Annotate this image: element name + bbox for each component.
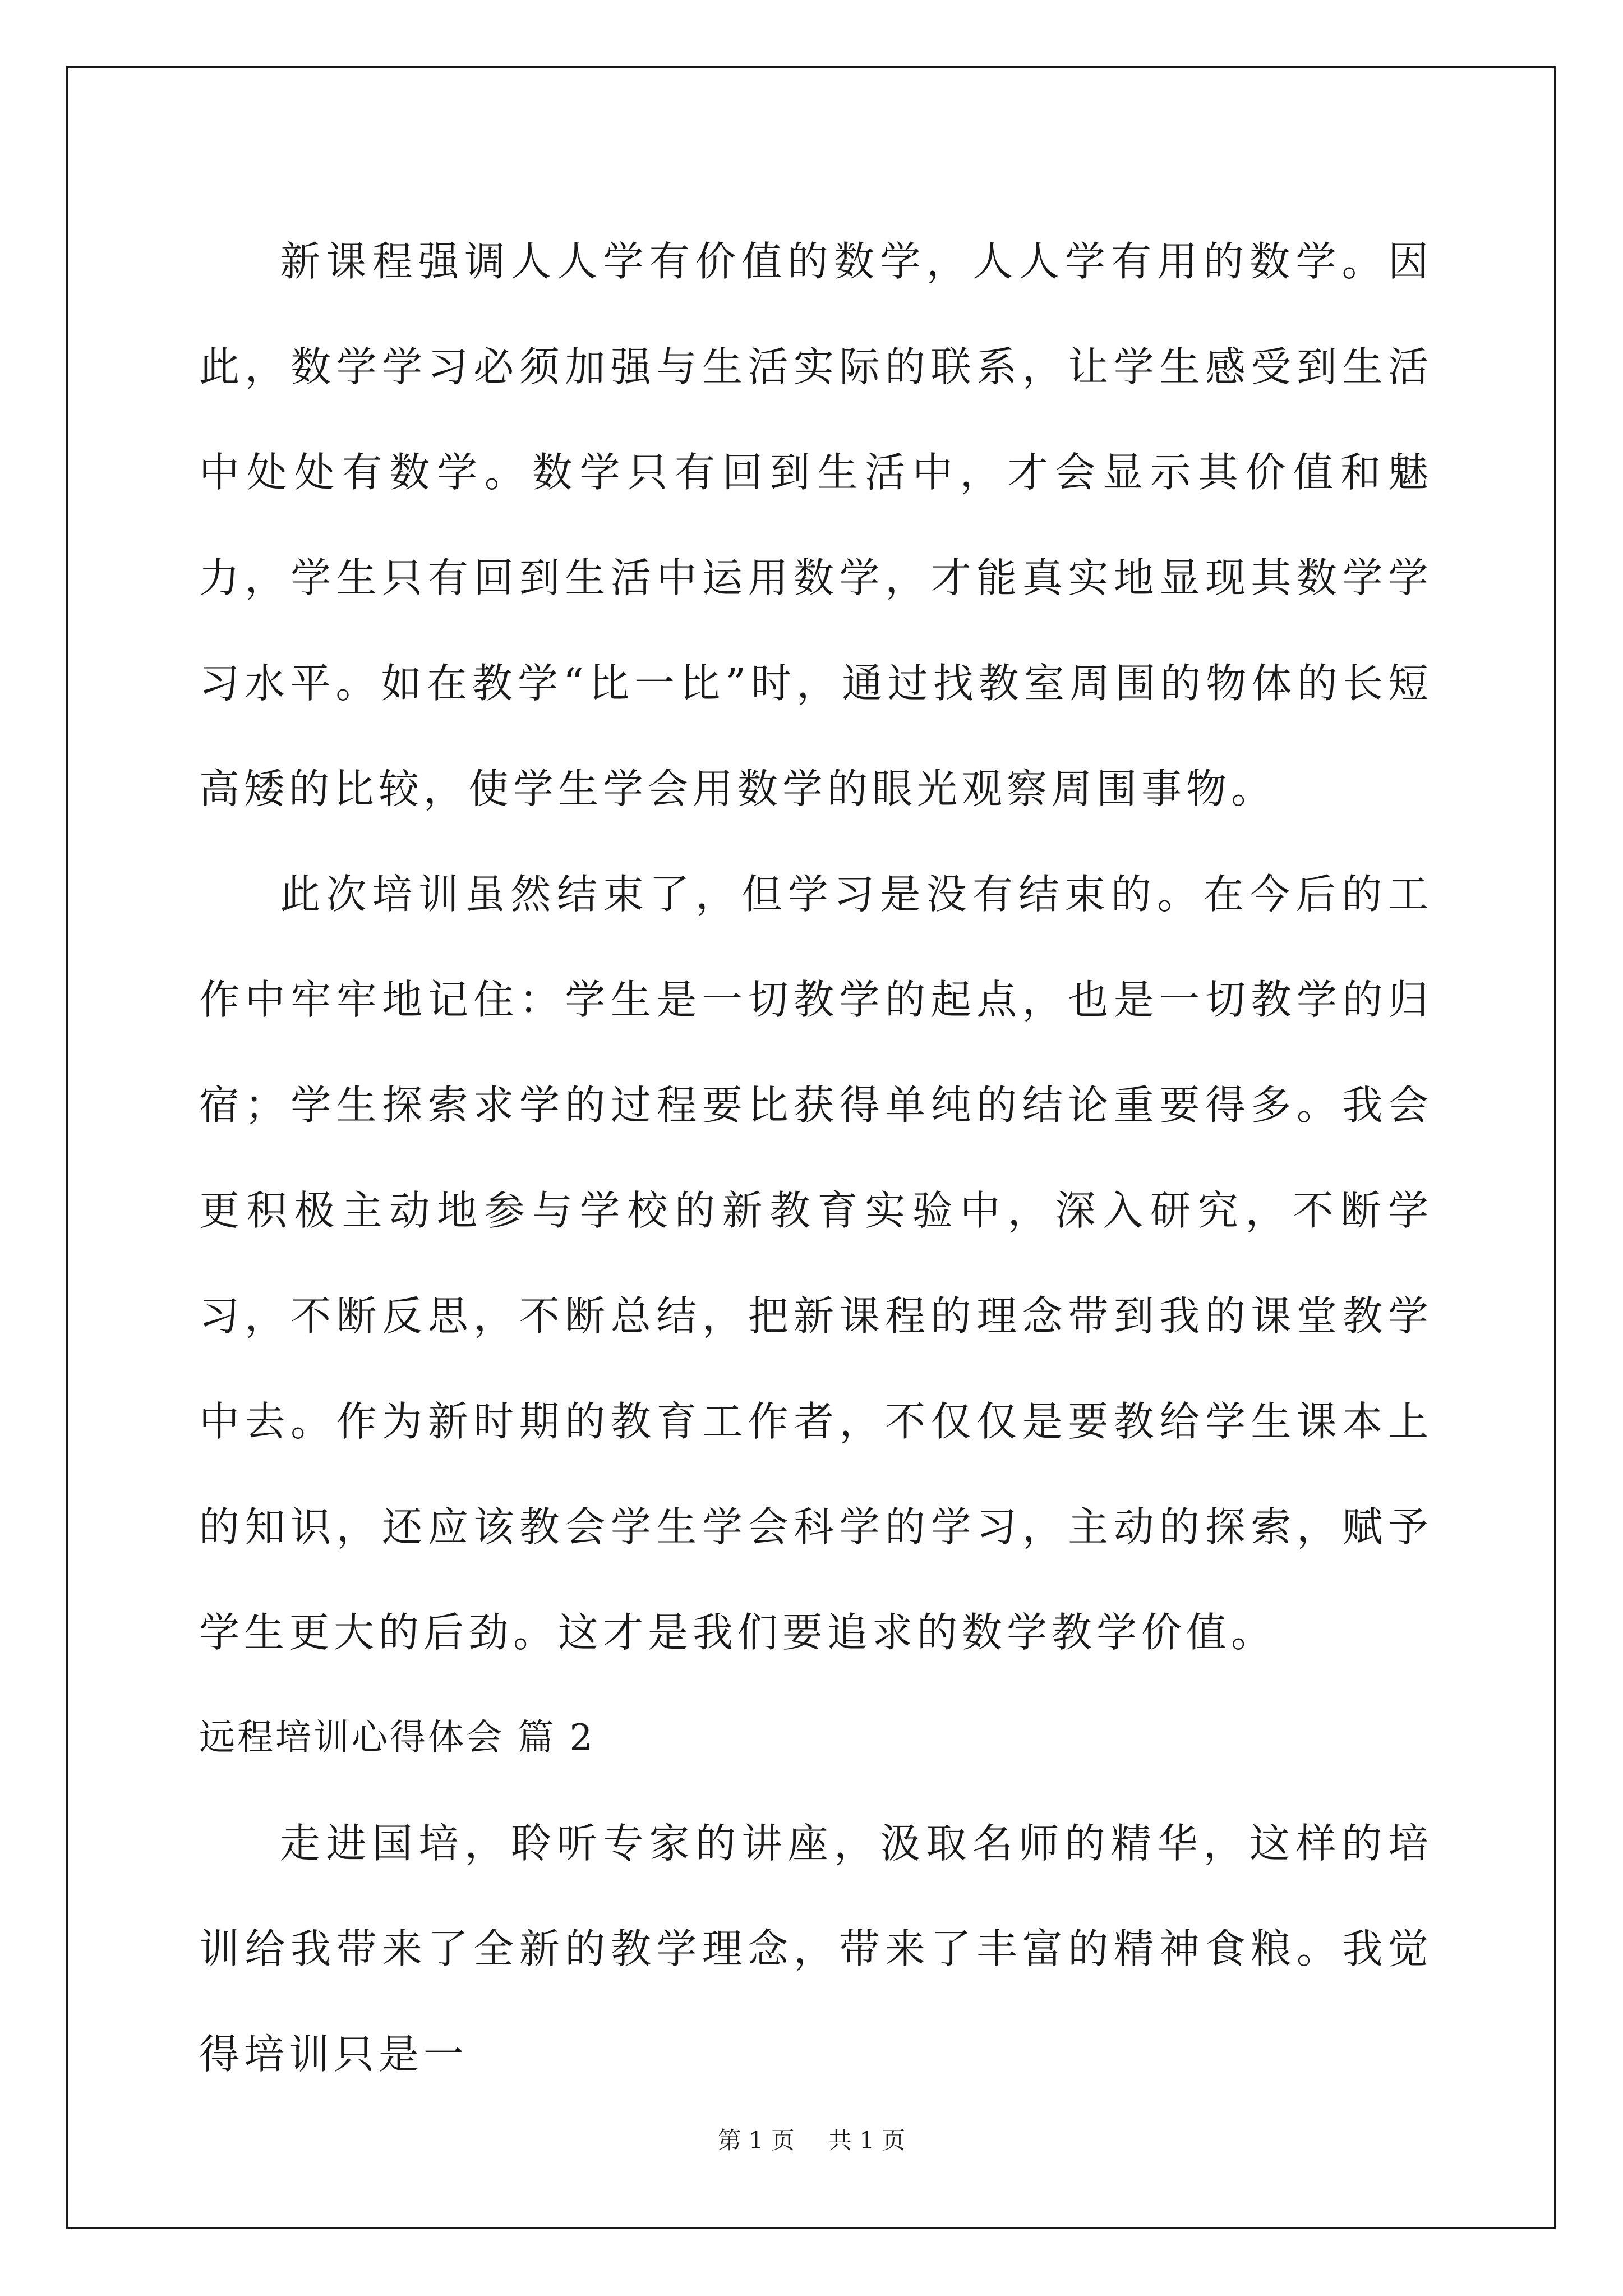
page-total: 共 1 页 [828,2127,906,2154]
paragraph-2: 此次培训虽然结束了，但学习是没有结束的。在今后的工作中牢牢地记住：学生是一切教学的起点，也是一切教学的归宿；学生探索求学的过程要比获得单纯的结论重要得多。我会更积极主动地参与学校的新教育实验中，深入研究，不断学习，不断反思，不断总结，把新课程的理念带到我的课堂教学中去。作为新时期的教育工作者，不仅仅是要教给学生课本上的知识，还应该教会学生学会科学的学习，主动的探索，赋予学生更大的后劲。这才是我们要追求的数学教学价值。 [199,871,1433,1656]
page-number: 第 1 页 [717,2127,795,2154]
section-heading: 远程培训心得体会 篇 2 [199,1717,595,1759]
paragraph-3: 走进国培，聆听专家的讲座，汲取名师的精华，这样的培训给我带来了全新的教学理念，带来了丰富的精神食粮。我觉得培训只是一 [199,1820,1433,2078]
page-footer [0,2122,1623,2156]
paragraph-1: 新课程强调人人学有价值的数学，人人学有用的数学。因此，数学学习必须加强与生活实际的联系，让学生感受到生活中处处有数学。数学只有回到生活中，才会显示其价值和魅力，学生只有回到生活中运用数学，才能真实地显现其数学学习水平。如在教学“比一比”时，通过找教室周围的物体的长短高矮的比较，使学生学会用数学的眼光观察周围事物。 [199,238,1433,812]
document-body [199,209,1433,2107]
